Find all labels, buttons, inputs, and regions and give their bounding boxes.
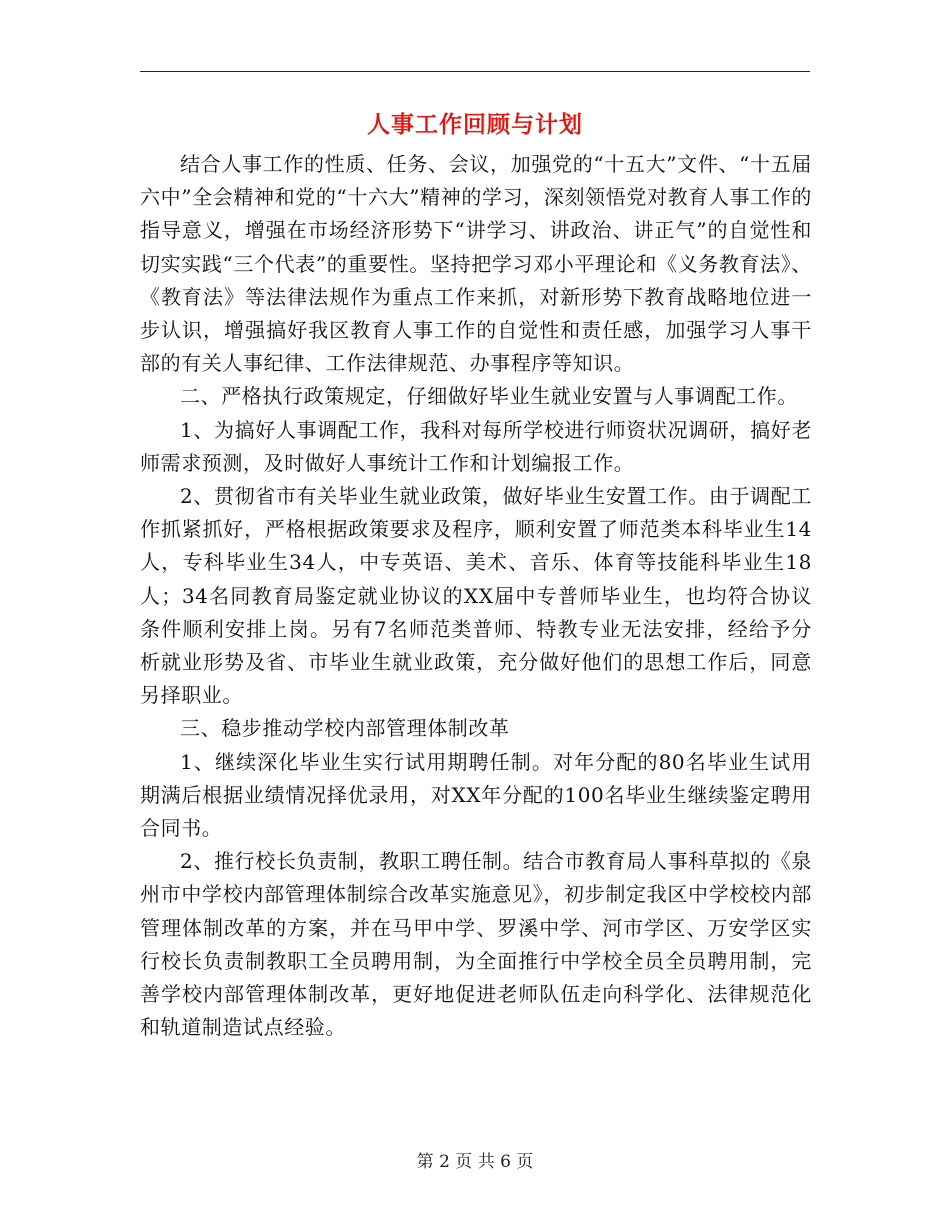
paragraph: 二、严格执行政策规定，仔细做好毕业生就业安置与人事调配工作。 (180, 384, 798, 409)
paragraph: 结合人事工作的性质、任务、会议，加强党的“十五大”文件、“十五届六中”全会精神和党的“十六大”精神的学习，深刻领悟党对教育人事工作的指导意义，增强在市场经济形势下“讲学习、讲政治、讲正气”的自觉性和切实实践“三个代表”的重要性。坚持把学习邓小平理论和《义务教育法》、《教育法》等法律法规作为重点工作来抓，对新形势下教育战略地位进一步认识，增强搞好我区教育人事工作的自觉性和责任感，加强学习人事干部的有关人事纪律、工作法律规范、办事程序等知识。 (140, 152, 812, 376)
paragraph: 2、贯彻省市有关毕业生就业政策，做好毕业生安置工作。由于调配工作抓紧抓好，严格根据政策要求及程序，顺利安置了师范类本科毕业生14人，专科毕业生34人，中专英语、美术、音乐、体育等技能科毕业生18人；34名同教育局鉴定就业协议的XX届中专普师毕业生，也均符合协议条件顺利安排上岗。另有7名师范类普师、特教专业无法安排，经给予分析就业形势及省、市毕业生就业政策，充分做好他们的思想工作后，同意另择职业。 (140, 484, 812, 708)
paragraph: 1、为搞好人事调配工作，我科对每所学校进行师资状况调研，搞好老师需求预测，及时做好人事统计工作和计划编报工作。 (140, 417, 812, 475)
document-title: 人事工作回顾与计划 (367, 111, 583, 138)
header-rule (140, 71, 810, 72)
paragraph: 1、继续深化毕业生实行试用期聘任制。对年分配的80名毕业生试用期满后根据业绩情况择优录用，对XX年分配的100名毕业生继续鉴定聘用合同书。 (140, 749, 812, 841)
document-body (140, 148, 812, 1044)
page-footer: 第 2 页 共 6 页 (416, 1152, 534, 1172)
section-heading: 三、稳步推动学校内部管理体制改革 (180, 716, 510, 741)
paragraph: 2、推行校长负责制，教职工聘任制。结合市教育局人事科草拟的《泉州市中学校内部管理体制综合改革实施意见》，初步制定我区中学校校内部管理体制改革的方案，并在马甲中学、罗溪中学、河市学区、万安学区实行校长负责制教职工全员聘用制，为全面推行中学校全员全员聘用制，完善学校内部管理体制改革，更好地促进老师队伍走向科学化、法律规范化和轨道制造试点经验。 (140, 849, 812, 1040)
